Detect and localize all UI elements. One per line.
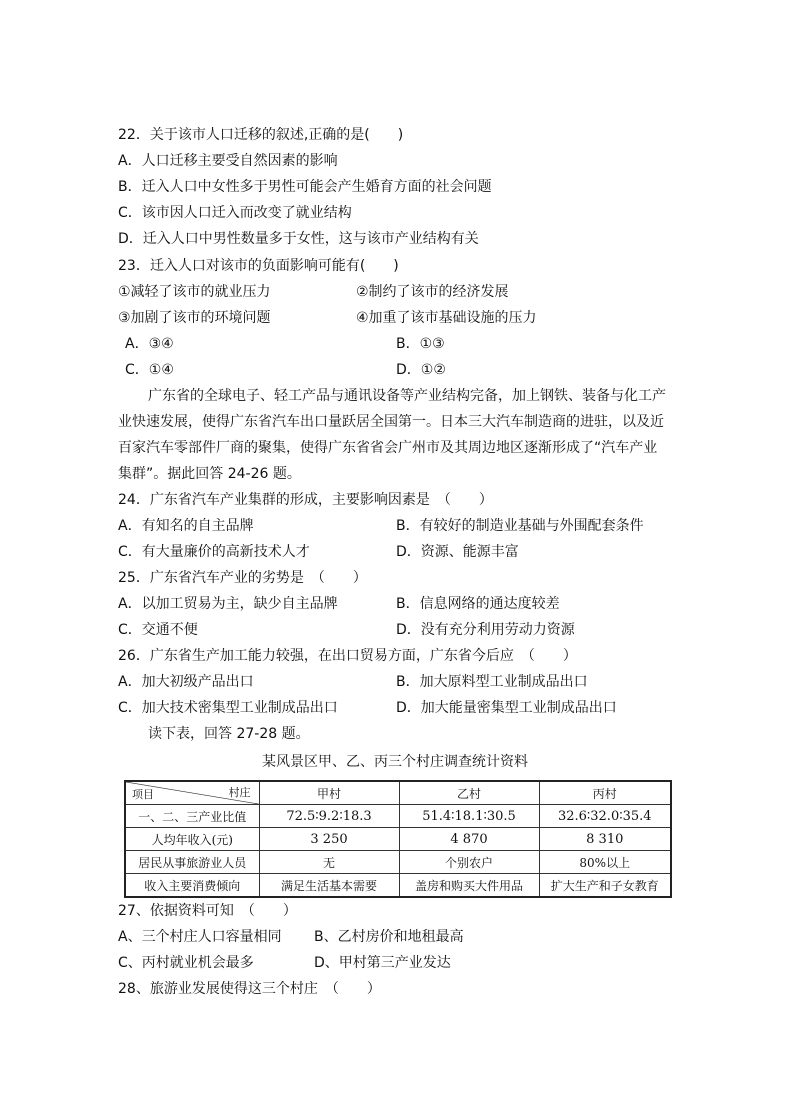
header-item-label: 项目 — [132, 788, 154, 801]
q25-option-b: B．信息网络的通达度较差 — [396, 596, 560, 612]
q27-stem: 27、依据资料可知 （ ） — [118, 903, 297, 919]
q25-option-a: A．以加工贸易为主，缺少自主品牌 — [118, 596, 338, 612]
table-cell: 扩大生产和子女教育 — [539, 874, 671, 898]
row-label: 收入主要消费倾向 — [125, 874, 259, 898]
row-label: 一、二、三产业比值 — [125, 805, 259, 828]
table-row — [125, 828, 671, 851]
q23-item-2: ②制约了该市的经济发展 — [356, 284, 509, 300]
table-cell: 72.5∶9.2∶18.3 — [259, 805, 399, 828]
passage-line-2: 业快速发展，使得广东省汽车出口量跃居全国第一。日本三大汽车制造商的进驻，以及近 — [118, 414, 664, 430]
q22-option-a: A．人口迁移主要受自然因素的影响 — [118, 153, 338, 169]
q24-option-b: B．有较好的制造业基础与外围配套条件 — [396, 518, 644, 534]
q24-option-c: C．有大量廉价的高新技术人才 — [118, 544, 310, 560]
col-header-jia: 甲村 — [259, 781, 399, 805]
table-cell: 满足生活基本需要 — [259, 874, 399, 898]
q24-option-a: A．有知名的自主品牌 — [118, 518, 254, 534]
q25-option-d: D．没有充分利用劳动力资源 — [396, 622, 575, 638]
q22-stem: 22．关于该市人口迁移的叙述,正确的是( ) — [118, 127, 404, 143]
col-header-bing: 丙村 — [539, 781, 671, 805]
q23-option-a: A．③④ — [125, 336, 174, 352]
q26-option-a: A．加大初级产品出口 — [118, 674, 254, 690]
col-header-yi: 乙村 — [399, 781, 539, 805]
q27-option-a: A、三个村庄人口容量相同 — [118, 929, 282, 945]
q25-stem: 25．广东省汽车产业的劣势是 （ ） — [118, 570, 367, 586]
read-table-instruction: 读下表，回答 27-28 题。 — [148, 726, 310, 742]
table-cell: 4 870 — [399, 828, 539, 851]
table-title: 某风景区甲、乙、丙三个村庄调查统计资料 — [262, 754, 528, 770]
table-cell: 盖房和购买大件用品 — [399, 874, 539, 898]
q23-stem: 23．迁入人口对该市的负面影响可能有( ) — [118, 258, 399, 274]
table-header-row — [125, 781, 671, 805]
header-village-label: 村庄 — [228, 786, 251, 799]
q23-item-4: ④加重了该市基础设施的压力 — [356, 310, 537, 326]
q26-option-d: D．加大能量密集型工业制成品出口 — [396, 700, 617, 716]
q26-option-c: C．加大技术密集型工业制成品出口 — [118, 700, 338, 716]
passage-line-3: 百家汽车零部件厂商的聚集，使得广东省省会广州市及其周边地区逐渐形成了“汽车产业 — [118, 440, 658, 456]
table-cell: 8 310 — [539, 828, 671, 851]
q28-stem: 28、旅游业发展使得这三个村庄 （ ） — [118, 981, 381, 997]
q23-item-1: ①减轻了该市的就业压力 — [118, 284, 271, 300]
table-cell: 80%以上 — [539, 851, 671, 874]
q27-option-d: D、甲村第三产业发达 — [314, 955, 451, 971]
passage-line-4: 集群”。据此回答 24-26 题。 — [118, 466, 301, 482]
table-row — [125, 851, 671, 874]
table-cell: 个别农户 — [399, 851, 539, 874]
passage-line-1: 广东省的全球电子、轻工产品与通讯设备等产业结构完备，加上钢铁、装备与化工产 — [148, 388, 666, 404]
q22-option-b: B．迁入人口中女性多于男性可能会产生婚育方面的社会问题 — [118, 179, 492, 195]
table-cell: 3 250 — [259, 828, 399, 851]
q24-stem: 24．广东省汽车产业集群的形成，主要影响因素是 （ ） — [118, 492, 493, 508]
q23-option-c: C．①④ — [125, 362, 174, 378]
q22-option-d: D．迁入人口中男性数量多于女性，这与该市产业结构有关 — [118, 231, 479, 247]
row-label: 居民从事旅游业人员 — [125, 851, 259, 874]
table-corner-cell — [125, 781, 259, 805]
q26-stem: 26．广东省生产加工能力较强，在出口贸易方面，广东省今后应 （ ） — [118, 648, 577, 664]
table-row — [125, 805, 671, 828]
q23-item-3: ③加剧了该市的环境问题 — [118, 310, 271, 326]
q27-option-c: C、丙村就业机会最多 — [118, 955, 254, 971]
q26-option-b: B．加大原料型工业制成品出口 — [396, 674, 588, 690]
survey-table — [124, 780, 672, 898]
q23-option-d: D．①② — [396, 362, 446, 378]
table-cell: 51.4∶18.1∶30.5 — [399, 805, 539, 828]
q23-option-b: B．①③ — [396, 336, 445, 352]
row-label: 人均年收入(元) — [125, 828, 259, 851]
q22-option-c: C．该市因人口迁入而改变了就业结构 — [118, 205, 352, 221]
q25-option-c: C．交通不便 — [118, 622, 198, 638]
q24-option-d: D．资源、能源丰富 — [396, 544, 519, 560]
q27-option-b: B、乙村房价和地租最高 — [314, 929, 464, 945]
table-cell: 无 — [259, 851, 399, 874]
table-cell: 32.6∶32.0∶35.4 — [539, 805, 671, 828]
table-row — [125, 874, 671, 898]
